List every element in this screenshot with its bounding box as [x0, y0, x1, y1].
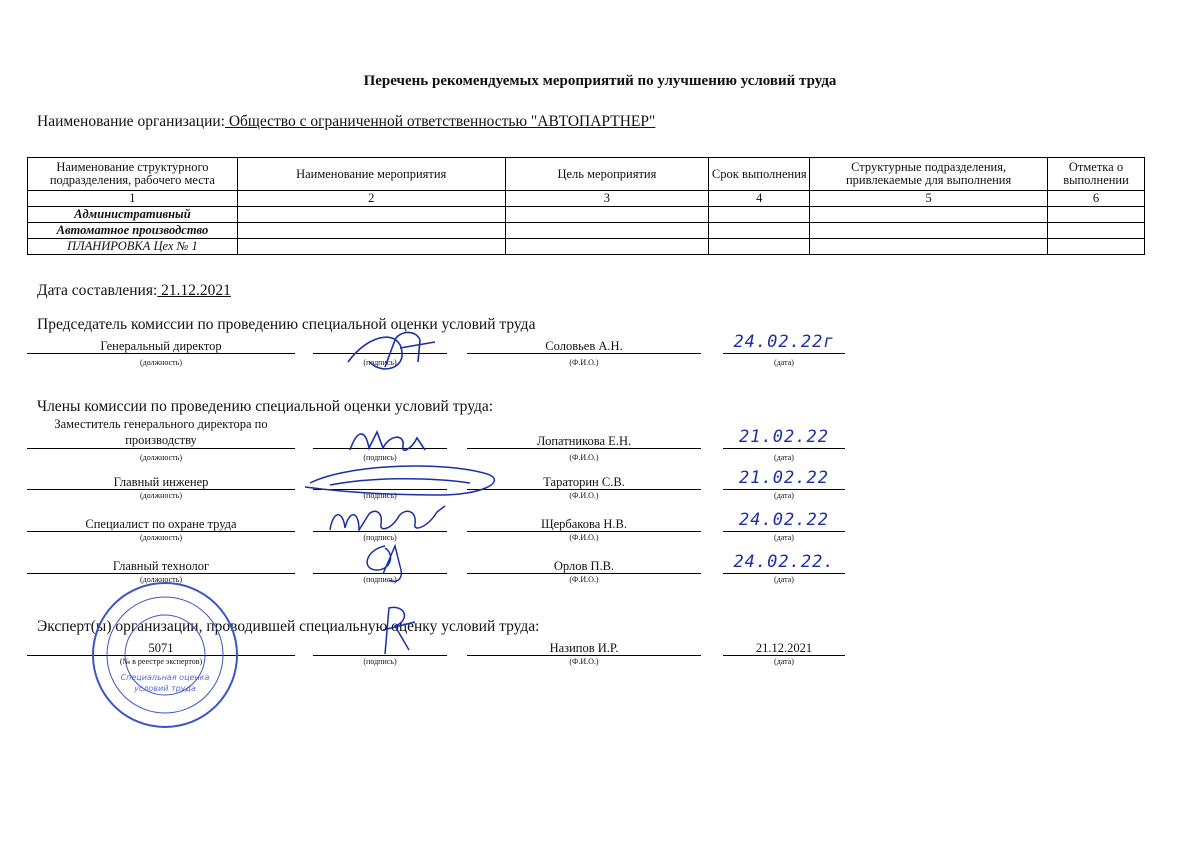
caption-fio: (Ф.И.О.) — [569, 575, 599, 584]
member-name: Лопатникова Е.Н. — [467, 434, 701, 449]
chairman-heading: Председатель комиссии по проведению специальной оценки условий труда — [37, 316, 536, 333]
member-date: 24.02.22. — [723, 555, 845, 574]
expert-signature — [365, 600, 425, 660]
expert-registry-number: 5071 — [27, 641, 295, 656]
svg-text:условий труда: условий труда — [134, 684, 196, 693]
chairman-signature — [340, 322, 440, 380]
member-date: 21.02.22 — [723, 430, 845, 449]
caption-position: (должность) — [140, 491, 182, 500]
column-number: 6 — [1048, 191, 1145, 207]
organization-name: Общество с ограниченной ответственностью "АВТОПАРТНЕР" — [224, 113, 656, 130]
member-signature — [325, 500, 455, 542]
member-position: Главный технолог — [27, 559, 295, 574]
caption-signature: (подпись) — [363, 575, 397, 584]
header-cell: Срок выполнения — [709, 158, 810, 191]
caption-date: (дата) — [774, 358, 794, 367]
table-row — [28, 223, 1145, 239]
date-label: Дата составления: — [37, 282, 158, 299]
caption-position: (должность) — [140, 575, 182, 584]
header-cell: Цель мероприятия — [505, 158, 709, 191]
caption-fio: (Ф.И.О.) — [569, 533, 599, 542]
caption-signature: (подпись) — [363, 491, 397, 500]
caption-date: (дата) — [774, 657, 794, 666]
caption-date: (дата) — [774, 533, 794, 542]
organization-label: Наименование организации: — [37, 113, 225, 130]
caption-fio: (Ф.И.О.) — [569, 358, 599, 367]
svg-text:Специальная оценка: Специальная оценка — [120, 673, 210, 682]
member-position: Главный инженер — [27, 475, 295, 490]
caption-position: (должность) — [140, 533, 182, 542]
caption-position: (должность) — [140, 453, 182, 462]
member-position: Заместитель генерального директора по производству — [27, 416, 295, 449]
member-signature — [290, 455, 510, 505]
caption-fio: (Ф.И.О.) — [569, 491, 599, 500]
table-number-row — [28, 191, 1145, 207]
department-cell: Автоматное производство — [28, 223, 238, 239]
header-cell: Отметка о выполнении — [1048, 158, 1145, 191]
header-cell: Структурные подразделения, привлекаемые для выполнения — [810, 158, 1048, 191]
column-number: 5 — [810, 191, 1048, 207]
expert-heading: Эксперт(ы) организации, проводившей специальную оценку условий труда: — [37, 618, 540, 635]
caption-position: (должность) — [140, 358, 182, 367]
header-cell: Наименование мероприятия — [237, 158, 505, 191]
member-signature — [355, 540, 425, 585]
date-value: 21.12.2021 — [157, 282, 231, 299]
chairman-position: Генеральный директор — [27, 339, 295, 354]
caption-fio: (Ф.И.О.) — [569, 453, 599, 462]
column-number: 1 — [28, 191, 238, 207]
table-row — [28, 239, 1145, 255]
header-cell: Наименование структурного подразделения, рабочего места — [28, 158, 238, 191]
organization-stamp — [90, 580, 240, 730]
caption-signature: (подпись) — [363, 533, 397, 542]
caption-date: (дата) — [774, 491, 794, 500]
caption-signature: (подпись) — [363, 453, 397, 462]
member-name: Щербакова Н.В. — [467, 517, 701, 532]
chairman-name: Соловьев А.Н. — [467, 339, 701, 354]
workplace-cell: ПЛАНИРОВКА Цех № 1 — [28, 239, 238, 255]
column-number: 2 — [237, 191, 505, 207]
caption-date: (дата) — [774, 575, 794, 584]
member-signature — [345, 420, 445, 460]
chairman-date: 24.02.22г — [723, 335, 845, 354]
table-row — [28, 207, 1145, 223]
member-position: Специалист по охране труда — [27, 517, 295, 532]
member-name: Орлов П.В. — [467, 559, 701, 574]
caption-date: (дата) — [774, 453, 794, 462]
caption-signature: (подпись) — [363, 358, 397, 367]
column-number: 4 — [709, 191, 810, 207]
caption-registry: (№ в реестре экспертов) — [119, 657, 203, 666]
organization-line — [37, 113, 655, 131]
caption-fio: (Ф.И.О.) — [569, 657, 599, 666]
member-date: 24.02.22 — [723, 513, 845, 532]
expert-name: Назипов И.Р. — [467, 641, 701, 656]
member-date: 21.02.22 — [723, 471, 845, 490]
page-title: Перечень рекомендуемых мероприятий по улучшению условий труда — [363, 73, 837, 89]
caption-signature: (подпись) — [363, 657, 397, 666]
member-name: Тараторин С.В. — [467, 475, 701, 490]
expert-date: 21.12.2021 — [723, 641, 845, 656]
compilation-date — [37, 282, 231, 300]
column-number: 3 — [505, 191, 709, 207]
measures-table — [27, 157, 1145, 255]
table-header-row — [28, 158, 1145, 191]
department-cell: Административный — [28, 207, 238, 223]
members-heading: Члены комиссии по проведению специальной оценки условий труда: — [37, 398, 494, 415]
